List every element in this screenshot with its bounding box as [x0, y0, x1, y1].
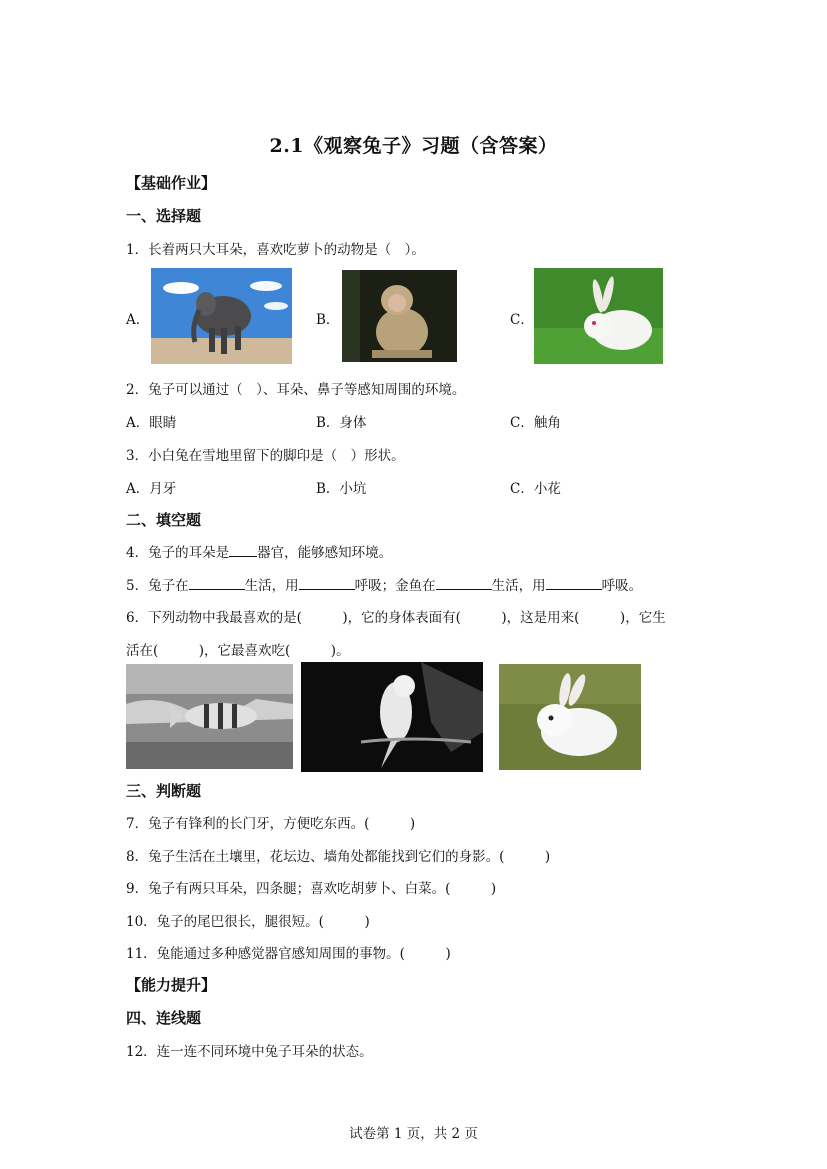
question-7: 7．兔子有锋利的长门牙，方便吃东西。( ) [126, 816, 416, 832]
question-6-line-2: 活在( )，它最喜欢吃( )。 [126, 643, 350, 659]
q4-blank[interactable] [229, 543, 257, 557]
question-6-line-1: 6．下列动物中我最喜欢的是( )，它的身体表面有( )，这是用来( )，它生 [126, 610, 666, 626]
question-5 [126, 574, 642, 594]
section-matching: 四、连线题 [126, 1009, 202, 1027]
section-fill-in-blank: 二、填空题 [126, 511, 202, 529]
q1-option-a-label: A． [126, 312, 150, 328]
elephant-image [151, 268, 292, 364]
q5-part-4: 生活，用 [491, 578, 546, 594]
q5-part-3: 呼吸；金鱼在 [354, 578, 436, 594]
page-title: 2.1《观察兔子》习题（含答案） [269, 135, 558, 157]
question-1: 1．长着两只大耳朵，喜欢吃萝卜的动物是（ ）。 [126, 242, 425, 258]
q5-part-5: 呼吸。 [601, 578, 643, 594]
question-8: 8．兔子生活在土壤里，花坛边、墙角处都能找到它们的身影。( ) [126, 849, 551, 865]
q2-option-c: C．触角 [510, 415, 561, 431]
q5-blank-2[interactable] [299, 576, 355, 590]
q3-option-b: B．小坑 [316, 481, 367, 497]
question-12: 12．连一连不同环境中兔子耳朵的状态。 [126, 1044, 373, 1060]
q5-blank-1[interactable] [189, 576, 245, 590]
section-true-false: 三、判断题 [126, 782, 202, 800]
q1-option-b-label: B． [316, 312, 340, 328]
question-9: 9．兔子有两只耳朵，四条腿；喜欢吃胡萝卜、白菜。( ) [126, 881, 497, 897]
section-multiple-choice: 一、选择题 [126, 207, 202, 225]
question-3: 3．小白兔在雪地里留下的脚印是（ ）形状。 [126, 448, 405, 464]
question-4 [126, 541, 392, 561]
fish-image [126, 664, 293, 769]
question-10: 10．兔子的尾巴很长，腿很短。( ) [126, 914, 370, 930]
page-footer: 试卷第 1 页，共 2 页 [349, 1126, 478, 1142]
q5-blank-4[interactable] [546, 576, 602, 590]
q2-option-b: B．身体 [316, 415, 367, 431]
monkey-image [342, 270, 457, 362]
q5-blank-3[interactable] [436, 576, 492, 590]
q5-part-1: 5．兔子在 [126, 578, 189, 594]
q3-option-c: C．小花 [510, 481, 561, 497]
basic-homework-header: 【基础作业】 [126, 174, 217, 192]
question-11: 11．兔能通过多种感觉器官感知周围的事物。( ) [126, 946, 451, 962]
ability-improvement-header: 【能力提升】 [126, 976, 217, 994]
q2-option-a: A．眼睛 [126, 415, 177, 431]
white-rabbit-image [499, 664, 641, 770]
parrot-image [301, 662, 483, 772]
question-2: 2．兔子可以通过（ ）、耳朵、鼻子等感知周围的环境。 [126, 382, 466, 398]
q5-part-2: 生活，用 [244, 578, 299, 594]
q3-option-a: A．月牙 [126, 481, 177, 497]
q4-text-start: 4．兔子的耳朵是 [126, 545, 230, 561]
q1-option-c-label: C． [510, 312, 534, 328]
q4-text-end: 器官，能够感知环境。 [257, 545, 393, 561]
rabbit-in-grass-image [534, 268, 663, 364]
